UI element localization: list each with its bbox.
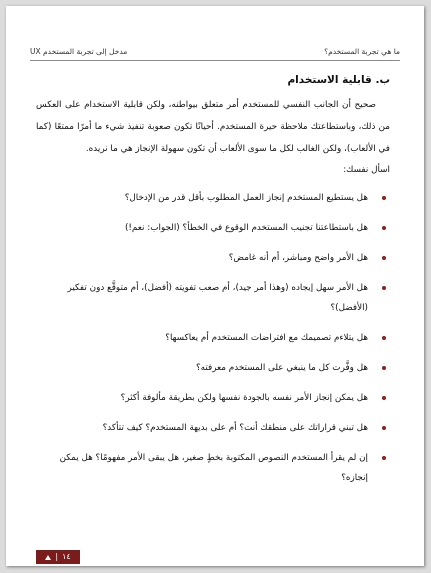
question-text: هل باستطاعتنا تجنيب المستخدم الوقوع في الخطأ؟ (الجواب: نعم!)	[124, 223, 368, 233]
questions-list	[36, 188, 390, 488]
running-header	[30, 44, 400, 61]
list-item	[36, 358, 390, 378]
page-number-badge	[36, 550, 80, 564]
list-item	[36, 278, 390, 318]
question-text: هل يستطيع المستخدم إنجاز العمل المطلوب بأقل قدر من الإدخال؟	[124, 193, 368, 203]
bullet-icon	[382, 256, 386, 260]
list-item	[36, 388, 390, 408]
ask-yourself-label: اسأل نفسك:	[343, 165, 390, 175]
bullet-icon	[382, 456, 386, 460]
intro-paragraph: صحيح أن الجانب النفسي للمستخدم أمر متعلق بيواطنه، ولكن قابلية الاستخدام على العكس من ذلك، وباستطاعتك ملاحظة حيرة المستخدم. أحيانًا تكون صعوبة تنفيذ شيء ما أمرًا ممتعًا (كما في الألعاب)، ولكن الغالب لكل ما سوى الألعاب أن تكون سهولة الإنجاز هي ما نريده.	[36, 100, 390, 154]
list-item	[36, 218, 390, 238]
bullet-icon	[382, 396, 386, 400]
bullet-icon	[382, 286, 386, 290]
question-text: هل يمكن إنجاز الأمر نفسه بالجودة نفسها ولكن بطريقة مألوفة أكثر؟	[120, 393, 368, 403]
question-text: هل وفَّرت كل ما ينبغي على المستخدم معرفته؟	[195, 363, 368, 373]
header-chapter-title: ما هي تجربة المستخدم؟	[324, 47, 400, 56]
document-page	[6, 6, 424, 566]
triangle-up-icon	[45, 555, 51, 560]
question-text: هل الأمر واضح ومباشر، أم أنه غامض؟	[228, 253, 368, 263]
question-text: هل يتلاءم تصميمك مع افتراضات المستخدم أم يعاكسها؟	[165, 333, 368, 343]
list-item	[36, 188, 390, 208]
page-content	[36, 74, 390, 488]
section-heading: ب. قابلية الاستخدام	[287, 74, 390, 86]
list-item	[36, 448, 390, 488]
bullet-icon	[382, 366, 386, 370]
bullet-icon	[382, 426, 386, 430]
bullet-icon	[382, 336, 386, 340]
bullet-icon	[382, 226, 386, 230]
list-item	[36, 418, 390, 438]
bullet-icon	[382, 196, 386, 200]
question-text: هل الأمر سهل إيجاده (وهذا أمر جيد)، أم صعب تفويته (أفضل)، أم متوقَّع دون تفكير (الأفضل)؟	[67, 283, 368, 313]
list-item	[36, 248, 390, 268]
header-book-title: مدخل إلى تجربة المستخدم UX	[30, 47, 128, 56]
divider: |	[55, 552, 59, 561]
question-text: هل تبني قراراتك على منطقك أنت؟ أم على بديهة المستخدم؟ كيف تتأكد؟	[102, 423, 368, 433]
page-number: ١٤	[62, 552, 71, 561]
question-text: إن لم يقرأ المستخدم النصوص المكتوبة بخطٍ صغير، هل يبقى الأمر مفهومًا؟ هل يمكن إنجازه؟	[59, 453, 368, 483]
list-item	[36, 328, 390, 348]
